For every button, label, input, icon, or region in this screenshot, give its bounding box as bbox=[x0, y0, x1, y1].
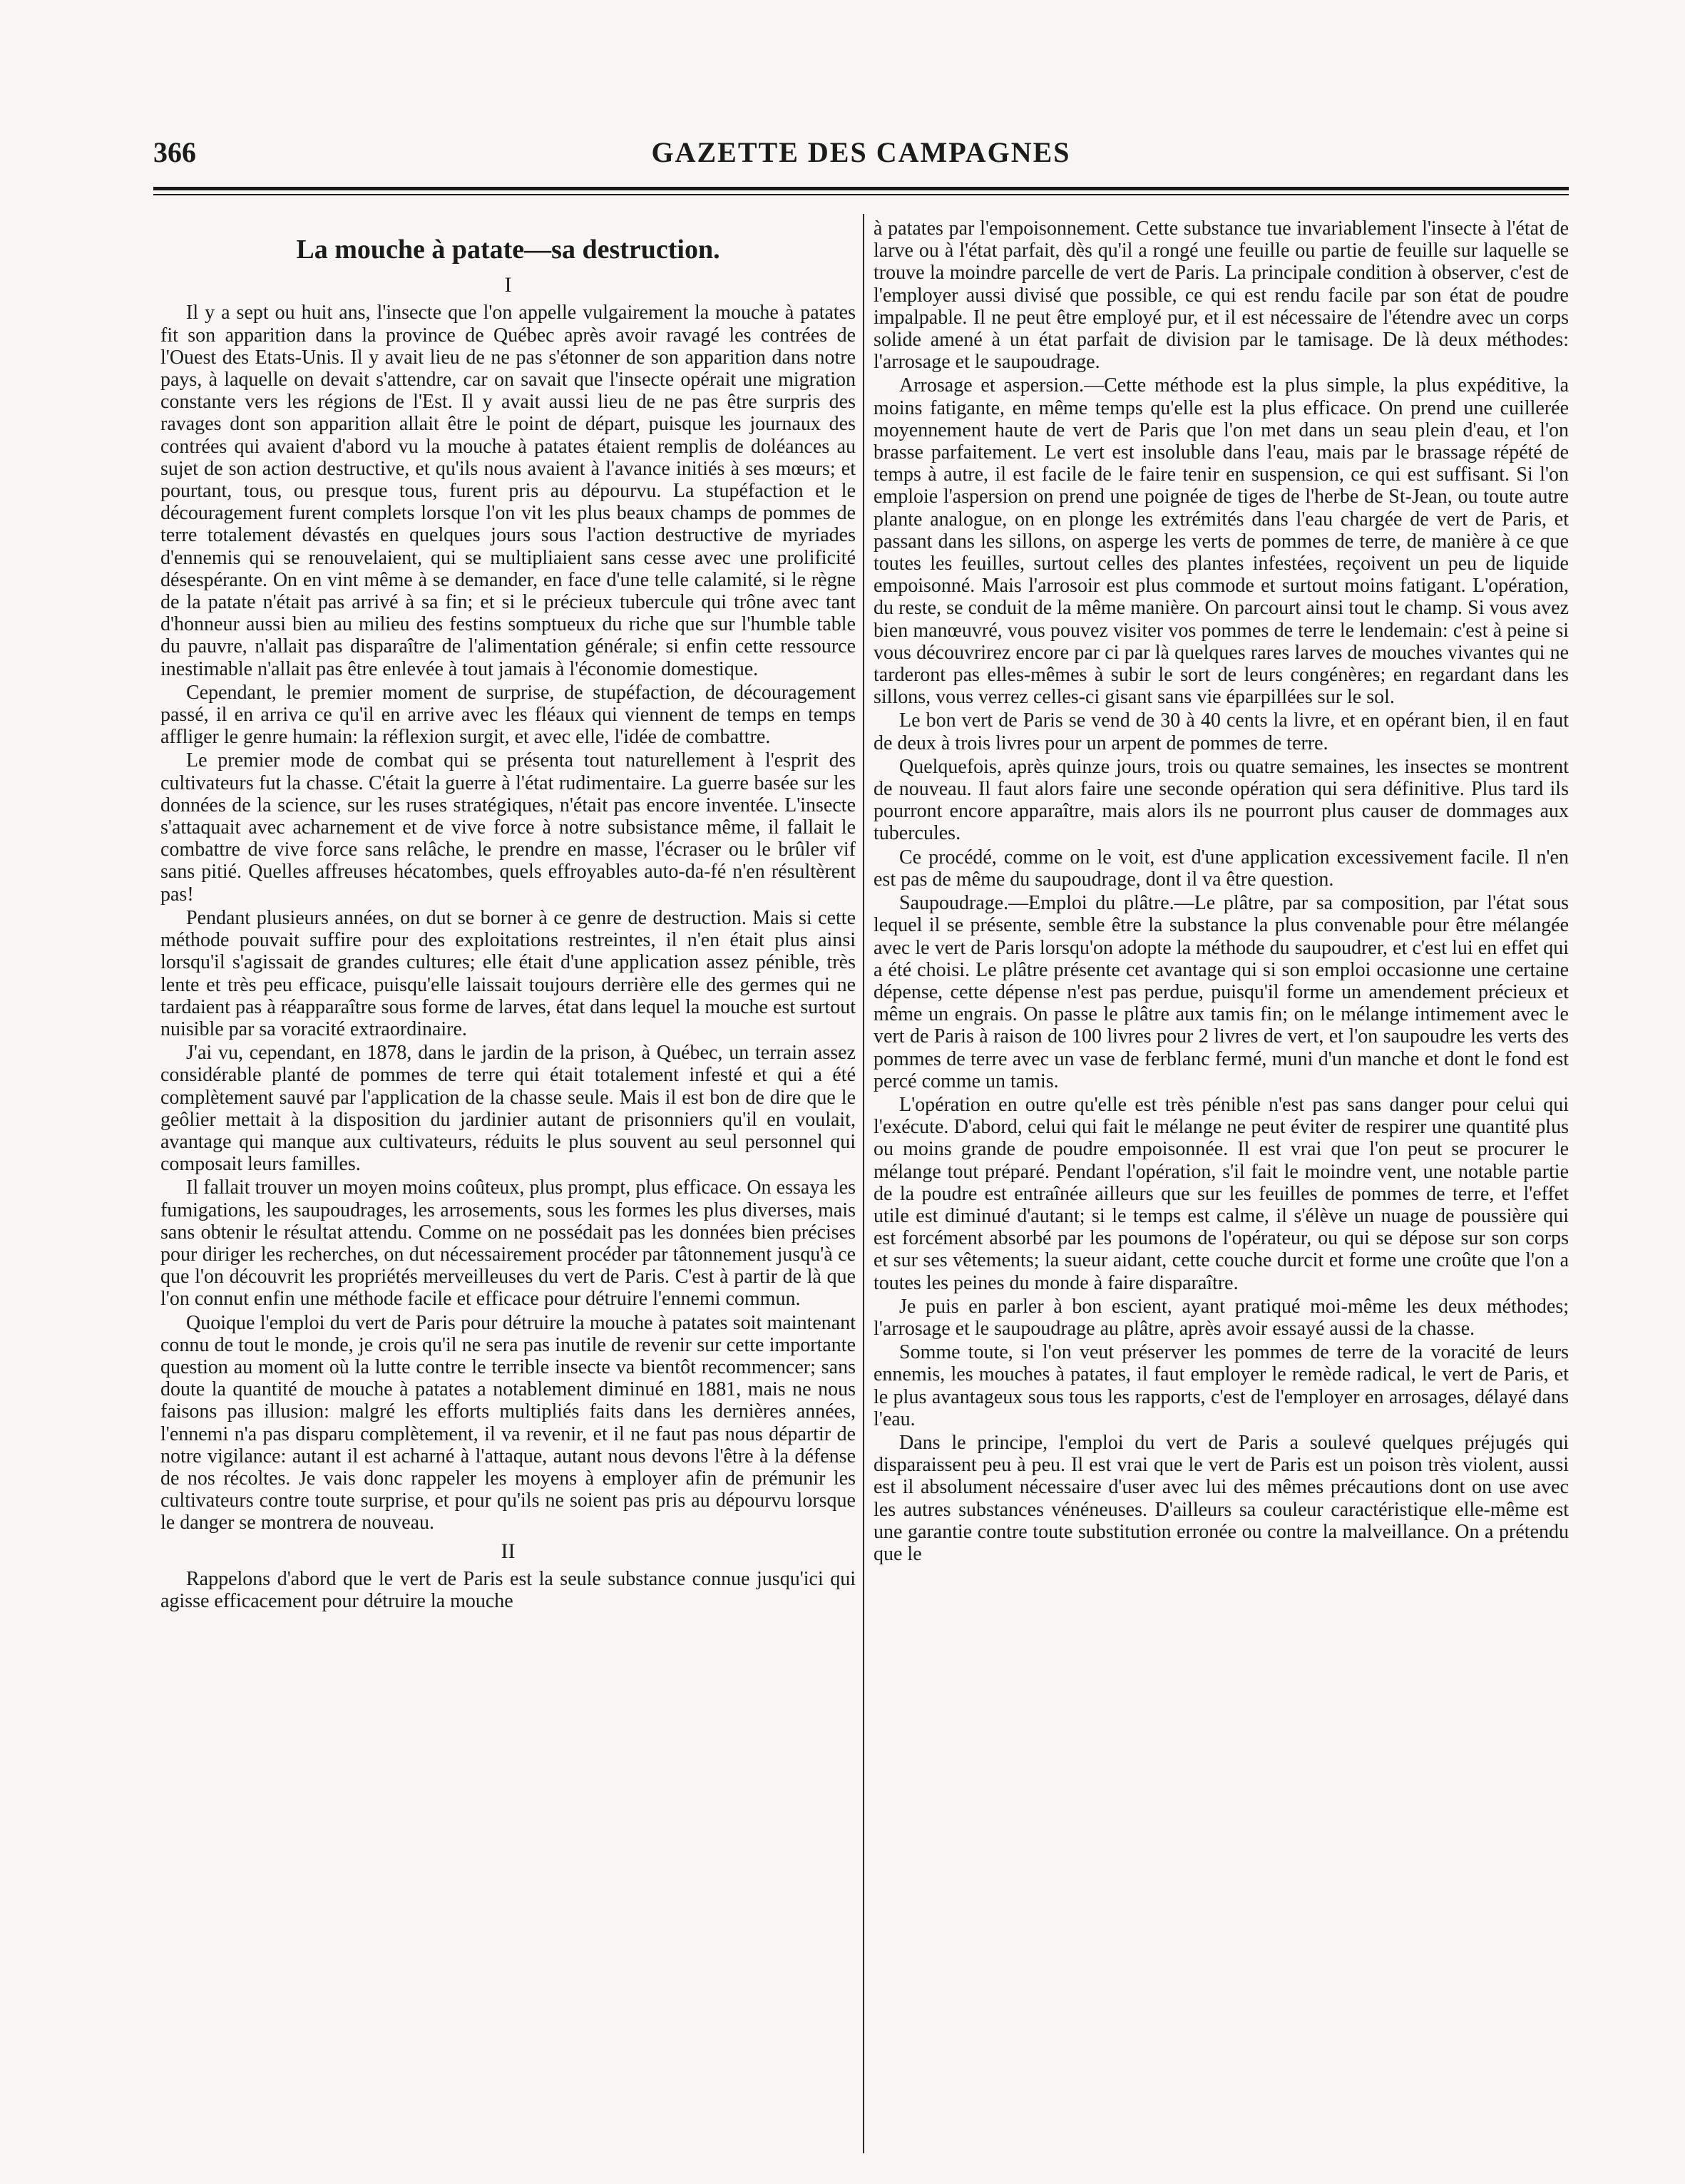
paragraph: Quelquefois, après quinze jours, trois ou quatre semaines, les insectes se montrent de nouveau. Il faut alors faire une seconde opération qui sera définitive. Plus tard ils pourront encore apparaître, mais alors ils ne pourront plus causer de dommages aux tubercules. bbox=[874, 755, 1569, 845]
paragraph: J'ai vu, cependant, en 1878, dans le jardin de la prison, à Québec, un terrain assez considérable planté de pommes de terre qui était totalement infesté et qui a été complètement sauvé par l'application de la chasse seule. Mais il est bon de dire que le geôlier mettait à la disposition du jardinier autant de prisonniers qu'il en voulait, avantage qui manque aux cultivateurs, réduits le plus souvent au seul personnel qui composait leurs familles. bbox=[160, 1042, 856, 1176]
paragraph: Le bon vert de Paris se vend de 30 à 40 cents la livre, et en opérant bien, il en faut de deux à trois livres pour un arpent de pommes de terre. bbox=[874, 709, 1569, 754]
left-column bbox=[160, 217, 856, 2157]
paragraph: Le premier mode de combat qui se présenta tout naturellement à l'esprit des cultivateurs fut la chasse. C'était la guerre à l'état rudimentaire. La guerre basée sur les données de la science, sur les ruses stratégiques, n'était pas encore inventée. L'insecte s'attaquait avec acharnement et de vive force à notre subsistance même, il fallait le combattre de vive force sans relâche, le prendre en masse, l'écraser ou le brûler vif sans pitié. Quelles affreuses hécatombes, quels effroyables auto-da-fé n'en résultèrent pas! bbox=[160, 749, 856, 906]
paragraph: Il y a sept ou huit ans, l'insecte que l'on appelle vulgairement la mouche à patates fit son apparition dans la province de Québec après avoir ravagé les contrées de l'Ouest des Etats-Unis. Il y avait lieu de ne pas s'étonner de son apparition dans notre pays, à laquelle on devait s'attendre, car on savait que l'insecte opérait une migration constante vers les régions de l'Est. Il y avait aussi lieu de ne pas être surpris des ravages dont son apparition allait être le point de départ, puisque les journaux des contrées qui avaient d'abord vu la mouche à patates étaient remplis de doléances au sujet de son action destructive, et qu'ils nous avaient à l'avance initiés à ses mœurs; et pourtant, tous, ou presque tous, furent pris au dépourvu. La stupéfaction et le découragement furent complets lorsque l'on vit les plus beaux champs de pommes de terre totalement dévastés en quelques jours sous l'action destructive de myriades d'ennemis qui se renouvelaient, qui se multipliaient sans cesse avec une prolificité désespérante. On en vint même à se demander, en face d'une telle calamité, si le règne de la patate n'était pas arrivé à sa fin; et si le précieux tubercule qui trône avec tant d'honneur aussi bien au milieu des festins somptueux du riche que sur l'humble table du pauvre, n'allait pas disparaître de l'alimentation générale; si enfin cette ressource inestimable n'allait pas être enlevée à tout jamais à l'économie domestique. bbox=[160, 302, 856, 680]
paragraph: à patates par l'empoisonnement. Cette substance tue invariablement l'insecte à l'état de larve ou à l'état parfait, dès qu'il a rongé une feuille ou partie de feuille sur laquelle se trouve la moindre parcelle de vert de Paris. La principale condition à observer, c'est de l'employer aussi divisé que possible, ce qui est rendu facile par son état de poudre impalpable. Il ne peut être employé pur, et il est nécessaire de l'étendre avec un corps solide amené à un état parfait de division par le tamisage. De là deux méthodes: l'arrosage et le saupoudrage. bbox=[874, 217, 1569, 374]
paragraph: Quoique l'emploi du vert de Paris pour détruire la mouche à patates soit maintenant connu de tout le monde, je crois qu'il ne sera pas inutile de revenir sur cette importante question au moment où la lutte contre le terrible insecte va bientôt recommencer; sans doute la quantité de mouche à patates a notablement diminué en 1881, mais ne nous faisons pas illusion: malgré les efforts multipliés faits dans les dernières années, l'ennemi n'a pas disparu complètement, il va revenir, et il ne faut pas nous départir de notre vigilance: autant il est acharné à l'attaque, autant nous devons l'être à la défense de nos récoltes. Je vais donc rappeler les moyens à employer afin de prémunir les cultivateurs contre toute surprise, et pour qu'ils ne soient pas pris au dépourvu lorsque le danger se montrera de nouveau. bbox=[160, 1311, 856, 1534]
section-heading-1: I bbox=[504, 273, 512, 297]
section-heading-2: II bbox=[501, 1539, 516, 1563]
right-column bbox=[874, 217, 1569, 2157]
paragraph: Il fallait trouver un moyen moins coûteux, plus prompt, plus efficace. On essaya les fumigations, les saupoudrages, les arrosements, sous les formes les plus diverses, mais sans obtenir le résultat attendu. Comme on ne possédait pas les données bien précises pour diriger les recherches, on dut nécessairement procéder par tâtonnement jusqu'à ce que l'on découvrit les propriétés merveilleuses du vert de Paris. C'est à partir de là que l'on connut enfin une méthode facile et efficace pour détruire l'ennemi commun. bbox=[160, 1176, 856, 1311]
paragraph: Je puis en parler à bon escient, ayant pratiqué moi-même les deux méthodes; l'arrosage et le saupoudrage au plâtre, après avoir essayé aussi de la chasse. bbox=[874, 1295, 1569, 1340]
paragraph: Ce procédé, comme on le voit, est d'une application excessivement facile. Il n'en est pas de même du saupoudrage, dont il va être question. bbox=[874, 846, 1569, 891]
running-title: GAZETTE DES CAMPAGNES bbox=[651, 136, 1071, 168]
paragraph: Arrosage et aspersion.—Cette méthode est la plus simple, la plus expéditive, la moins fatigante, en même temps qu'elle est la plus efficace. On prend une cuillerée moyennement haute de vert de Paris que l'on met dans un seau plein d'eau, et l'on brasse parfaitement. Le vert est insoluble dans l'eau, mais par le brassage répété de temps à autre, il est facile de le faire tenir en suspension, ce qui est suffisant. Si l'on emploie l'aspersion on prend une poignée de tiges de l'herbe de St-Jean, ou toute autre plante analogue, on en plonge les extrémités dans l'eau chargée de vert de Paris, et passant dans les sillons, on asperge les verts de pommes de terre, de manière à ce que toutes les feuilles, surtout celles des plantes infestées, reçoivent un peu de liquide empoisonné. Mais l'arrosoir est plus commode et surtout moins fatigant. L'opération, du reste, se conduit de la même manière. On parcourt ainsi tout le champ. Si vous avez bien manœuvré, vous pouvez visiter vos pommes de terre le lendemain: c'est à peine si vous découvrirez encore par ci par là quelques rares larves de mouches vivantes qui ne tarderont pas elles-mêmes à subir le sort de leurs congénères; en regardant dans les sillons, vous verrez celles-ci gisant sans vie éparpillées sur le sol. bbox=[874, 374, 1569, 709]
article-title: La mouche à patate—sa destruction. bbox=[296, 235, 720, 265]
paragraph: Cependant, le premier moment de surprise, de stupéfaction, de découragement passé, il en arriva ce qu'il en arrive avec les fléaux qui viennent de temps en temps affliger le genre humain: la réflexion surgit, et avec elle, l'idée de combattre. bbox=[160, 681, 856, 749]
header-rule-thin bbox=[153, 194, 1569, 195]
paragraph: Pendant plusieurs années, on dut se borner à ce genre de destruction. Mais si cette méthode pouvait suffire pour des exploitations restreintes, il n'en était plus ainsi lorsqu'il s'agissait de grandes cultures; elle était d'une application assez pénible, très lente et très peu efficace, puisqu'elle laissait toujours derrière elle des germes qui ne tardaient pas à réapparaître sous forme de larves, état dans lequel la mouche est surtout nuisible par sa voracité extraordinaire. bbox=[160, 906, 856, 1040]
header-rule bbox=[153, 187, 1569, 190]
paragraph: Rappelons d'abord que le vert de Paris est la seule substance connue jusqu'ici qui agisse efficacement pour détruire la mouche bbox=[160, 1567, 856, 1612]
paragraph: L'opération en outre qu'elle est très pénible n'est pas sans danger pour celui qui l'exécute. D'abord, celui qui fait le mélange ne peut éviter de respirer une quantité plus ou moins grande de poudre empoisonnée. Il est vrai que l'on peut se procurer le mélange tout préparé. Pendant l'opération, s'il fait le moindre vent, une notable partie de la poudre est entraînée ailleurs que sur les feuilles de pommes de terre, et l'effet utile est diminué d'autant; si le temps est calme, il s'élève un nuage de poussière qui est forcément absorbé par les poumons de l'opérateur, ou qui se dépose sur son corps et sur ses vêtements; la sueur aidant, cette couche durcit et forme une croûte que l'on a toutes les peines du monde à faire disparaître. bbox=[874, 1093, 1569, 1294]
page-number: 366 bbox=[153, 136, 196, 168]
paragraph: Saupoudrage.—Emploi du plâtre.—Le plâtre, par sa composition, par l'état sous lequel il se présente, semble être la substance la plus convenable pour être mélangée avec le vert de Paris lorsqu'on adopte la méthode du saupoudrer, et c'est lui en effet qui a été choisi. Le plâtre présente cet avantage qui si son emploi occasionne une certaine dépense, cette dépense n'est pas perdue, puisqu'il forme un amendement précieux et même un engrais. On passe le plâtre aux tamis fin; on le mélange intimement avec le vert de Paris à raison de 100 livres pour 2 livres de vert, et l'on saupoudre les verts des pommes de terre avec un vase de ferblanc fermé, muni d'un manche et dont le fond est percé comme un tamis. bbox=[874, 892, 1569, 1092]
column-divider bbox=[863, 214, 864, 2153]
paragraph: Dans le principe, l'emploi du vert de Paris a soulevé quelques préjugés qui disparaissent peu à peu. Il est vrai que le vert de Paris est un poison très violent, aussi est il absolument nécessaire d'user avec lui des mêmes précautions dont on use avec les autres substances vénéneuses. D'ailleurs sa couleur caractéristique elle-même est une garantie contre toute substitution erronée ou contre la malveillance. On a prétendu que le bbox=[874, 1431, 1569, 1565]
paragraph: Somme toute, si l'on veut préserver les pommes de terre de la voracité de leurs ennemis, les mouches à patates, il faut employer le remède radical, le vert de Paris, et le plus avantageux sous tous les rapports, c'est de l'employer en arrosages, délayé dans l'eau. bbox=[874, 1341, 1569, 1430]
page-header bbox=[153, 135, 1569, 171]
